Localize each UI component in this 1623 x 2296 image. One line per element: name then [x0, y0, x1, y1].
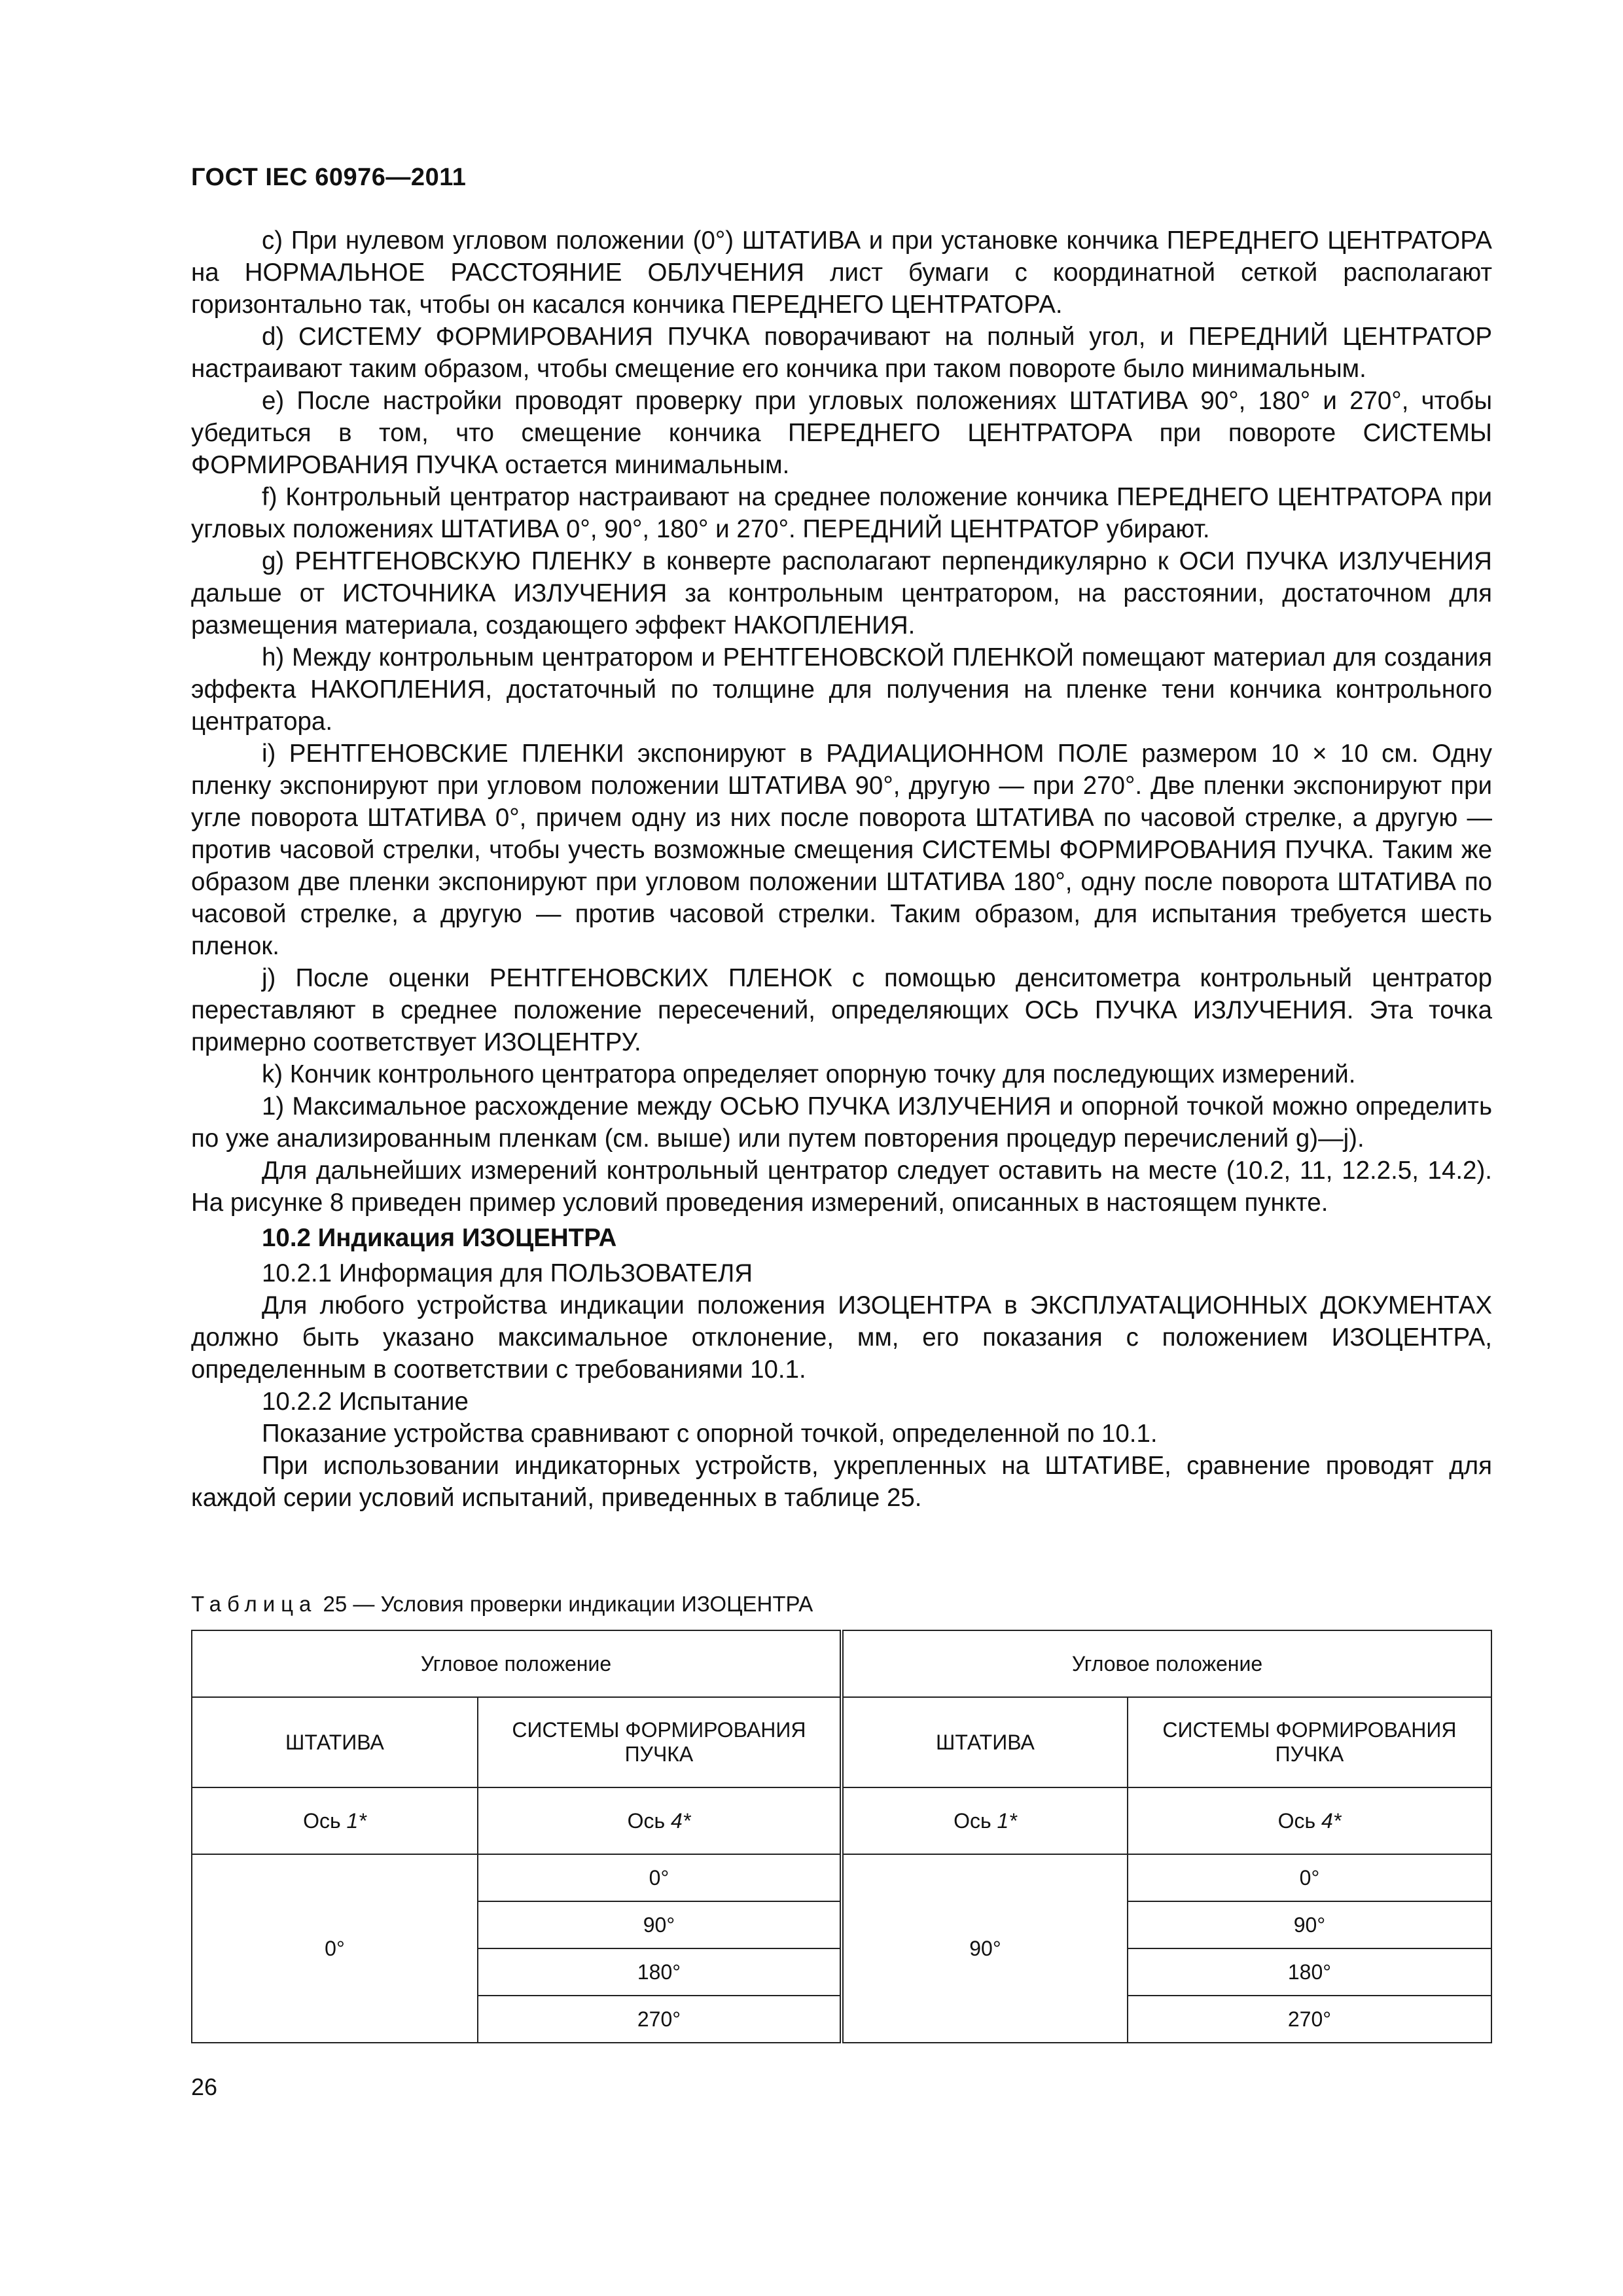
paragraph-g: g) РЕНТГЕНОВСКУЮ ПЛЕНКУ в конверте располагают перпендикулярно к ОСИ ПУЧКА ИЗЛУЧЕНИЯ дальше от ИСТОЧНИКА ИЗЛУЧЕНИЯ за контрольным центратором, на расстоянии, достаточном для размещения материала, создающего эффект НАКОПЛЕНИЯ. — [191, 547, 1492, 639]
col-header-beam-left: СИСТЕМЫ ФОРМИРОВАНИЯ ПУЧКА — [478, 1697, 842, 1787]
section-heading: 10.2 Индикация ИЗОЦЕНТРА — [262, 1224, 617, 1252]
paragraph-indicator-devices: При использовании индикаторных устройств, укрепленных на ШТАТИВЕ, сравнение проводят для каждой серии условий испытаний, приведенных в таблице 25. — [191, 1452, 1492, 1512]
paragraph-l: 1) Максимальное расхождение между ОСЬЮ ПУЧКА ИЗЛУЧЕНИЯ и опорной точкой можно определить по уже анализированным пленкам (см. выше) или путем повторения процедур перечислений g)—j). — [191, 1092, 1492, 1153]
beam-angle-left: 0° — [478, 1854, 842, 1901]
axis-label: Ось — [303, 1808, 347, 1833]
beam-angle-right: 270° — [1128, 1996, 1491, 2043]
paragraph-further-measurements: Для дальнейших измерений контрольный центратор следует оставить на месте (10.2, 11, 12.2.5, 14.2). На рисунке 8 приведен пример условий проведения измерений, описанных в настоящем пункте. — [191, 1157, 1492, 1217]
axis-number: 4* — [1321, 1808, 1342, 1833]
table-row — [192, 1630, 1491, 1697]
group-header-left: Угловое положение — [192, 1630, 842, 1697]
subsection-10-2-2: 10.2.2 Испытание — [262, 1388, 469, 1416]
col-header-stand-left: ШТАТИВА — [192, 1697, 478, 1787]
axis-cell-stand-right — [842, 1787, 1128, 1854]
beam-angle-right: 90° — [1128, 1901, 1491, 1948]
isocenter-conditions-table — [191, 1630, 1492, 2043]
axis-label: Ось — [1277, 1808, 1322, 1833]
axis-label: Ось — [627, 1808, 671, 1833]
beam-angle-left: 270° — [478, 1996, 842, 2043]
table-row — [192, 1787, 1491, 1854]
beam-angle-right: 180° — [1128, 1948, 1491, 1996]
stand-angle-left: 0° — [192, 1854, 478, 2043]
col-header-stand-right: ШТАТИВА — [842, 1697, 1128, 1787]
beam-angle-right: 0° — [1128, 1854, 1491, 1901]
paragraph-i: i) РЕНТГЕНОВСКИЕ ПЛЕНКИ экспонируют в РАДИАЦИОННОМ ПОЛЕ размером 10 × 10 см. Одну пленку экспонируют при угловом положении ШТАТИВА 90°, другую — при 270°. Две пленки экспонируют при угле поворота ШТАТИВА 0°, причем одну из них после поворота ШТАТИВА по часовой стрелке, а другую — против часовой стрелки, чтобы учесть возможные смещения СИСТЕМЫ ФОРМИРОВАНИЯ ПУЧКА. Таким же образом две пленки экспонируют при угловом положении ШТАТИВА 180°, одну после поворота ШТАТИВА по часовой стрелке, а другую — против часовой стрелки. Таким образом, для испытания требуется шесть пленок. — [191, 740, 1492, 960]
col-header-beam-right: СИСТЕМЫ ФОРМИРОВАНИЯ ПУЧКА — [1128, 1697, 1491, 1787]
axis-cell-beam-left — [478, 1787, 842, 1854]
axis-cell-stand-left — [192, 1787, 478, 1854]
paragraph-c: c) При нулевом угловом положении (0°) ШТАТИВА и при установке кончика ПЕРЕДНЕГО ЦЕНТРАТОРА на НОРМАЛЬНОЕ РАССТОЯНИЕ ОБЛУЧЕНИЯ лист бумаги с координатной сеткой располагают горизонтально так, чтобы он касался кончика ПЕРЕДНЕГО ЦЕНТРАТОРА. — [191, 226, 1492, 319]
paragraph-d: d) СИСТЕМУ ФОРМИРОВАНИЯ ПУЧКА поворачивают на полный угол, и ПЕРЕДНИЙ ЦЕНТРАТОР настраивают таким образом, чтобы смещение его кончика при таком повороте было минимальным. — [191, 323, 1492, 383]
stand-angle-right: 90° — [842, 1854, 1128, 2043]
axis-number: 1* — [346, 1808, 366, 1833]
subsection-10-2-1: 10.2.1 Информация для ПОЛЬЗОВАТЕЛЯ — [262, 1259, 753, 1287]
table-caption-word: Таблица — [191, 1592, 317, 1616]
axis-number: 4* — [671, 1808, 691, 1833]
paragraph-user-info: Для любого устройства индикации положения ИЗОЦЕНТРА в ЭКСПЛУАТАЦИОННЫХ ДОКУМЕНТАХ должно быть указано максимальное отклонение, мм, его показания с положением ИЗОЦЕНТРА, определенным в соответствии с требованиями 10.1. — [191, 1291, 1492, 1384]
group-header-right: Угловое положение — [842, 1630, 1491, 1697]
document-body — [191, 224, 1492, 1514]
table-row — [192, 1697, 1491, 1787]
axis-label: Ось — [954, 1808, 997, 1833]
beam-angle-left: 90° — [478, 1901, 842, 1948]
table-row — [192, 1854, 1491, 1901]
page-number: 26 — [191, 2073, 218, 2100]
document-header: ГОСТ IEC 60976—2011 — [191, 164, 467, 191]
axis-number: 1* — [997, 1808, 1017, 1833]
paragraph-k: k) Кончик контрольного центратора определяет опорную точку для последующих измерений. — [262, 1060, 1356, 1088]
table-caption-text: 25 — Условия проверки индикации ИЗОЦЕНТРА — [317, 1592, 813, 1616]
beam-angle-left: 180° — [478, 1948, 842, 1996]
axis-cell-beam-right — [1128, 1787, 1491, 1854]
paragraph-e: e) После настройки проводят проверку при угловых положениях ШТАТИВА 90°, 180° и 270°, чтобы убедиться в том, что смещение кончика ПЕРЕДНЕГО ЦЕНТРАТОРА при повороте СИСТЕМЫ ФОРМИРОВАНИЯ ПУЧКА остается минимальным. — [191, 387, 1492, 479]
paragraph-j: j) После оценки РЕНТГЕНОВСКИХ ПЛЕНОК с помощью денситометра контрольный центратор переставляют в среднее положение пересечений, определяющих ОСЬ ПУЧКА ИЗЛУЧЕНИЯ. Эта точка примерно соответствует ИЗОЦЕНТРУ. — [191, 964, 1492, 1056]
table-caption — [191, 1592, 813, 1617]
paragraph-f: f) Контрольный центратор настраивают на среднее положение кончика ПЕРЕДНЕГО ЦЕНТРАТОРА при угловых положениях ШТАТИВА 0°, 90°, 180° и 270°. ПЕРЕДНИЙ ЦЕНТРАТОР убирают. — [191, 483, 1492, 543]
paragraph-test-compare: Показание устройства сравнивают с опорной точкой, определенной по 10.1. — [262, 1420, 1158, 1448]
paragraph-h: h) Между контрольным центратором и РЕНТГЕНОВСКОЙ ПЛЕНКОЙ помещают материал для создания эффекта НАКОПЛЕНИЯ, достаточный по толщине для получения на пленке тени кончика контрольного центратора. — [191, 643, 1492, 736]
